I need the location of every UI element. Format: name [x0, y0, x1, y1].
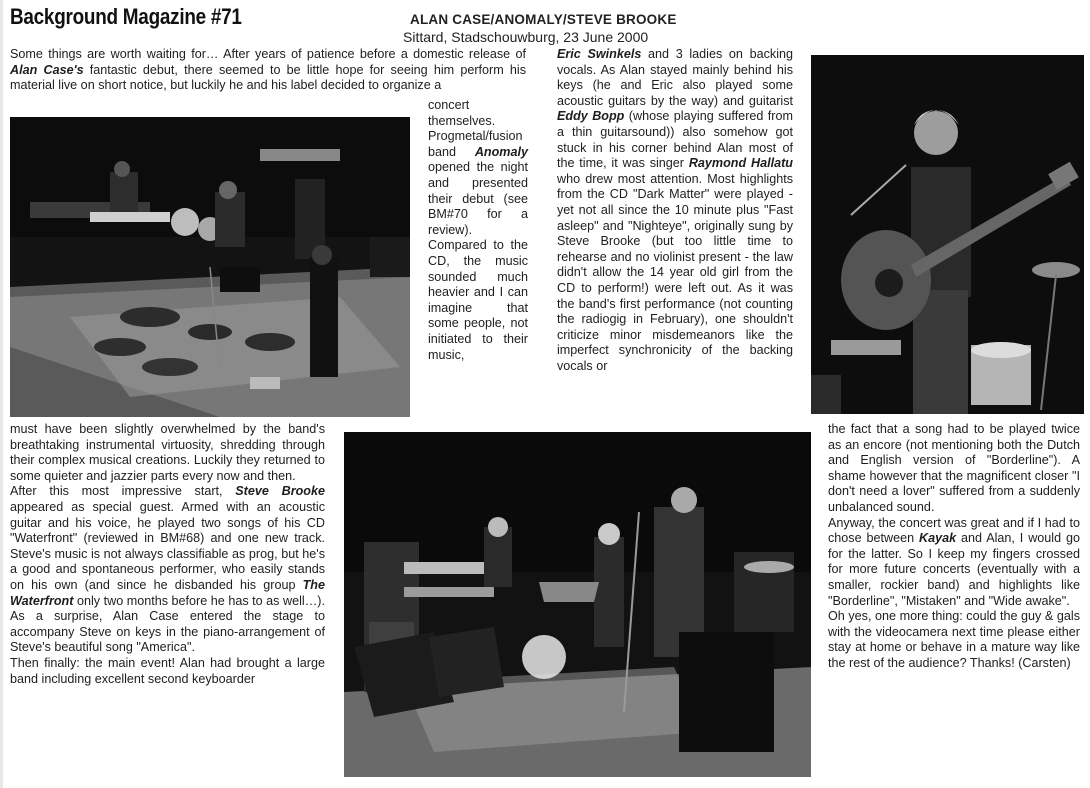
- br-p2-text-1: Anyway, the concert was great and if I had to chose between: [828, 515, 1080, 546]
- bl-paragraph-2: [10, 484, 325, 656]
- article-venue: Sittard, Stadschouwburg, 23 June 2000: [403, 29, 649, 45]
- intro-text-2: fantastic debut, there seemed to be little hope for seeing him perform his material live on short notice, but luckily he and his label decided to organize a: [10, 62, 526, 93]
- column-3-text: [557, 47, 793, 374]
- anomaly-name: Anomaly: [474, 144, 528, 159]
- br-paragraph-3: Oh yes, one more thing: could the guy & gals with the videocamera next time please either stay at home or behave in a mature way like the rest of the audience? Thanks! (Carsten): [828, 609, 1080, 670]
- photo-anomaly-stage: [10, 117, 410, 417]
- the-waterfront-name: The Waterfront: [10, 577, 325, 608]
- kayak-name: Kayak: [919, 531, 957, 546]
- bl-paragraph-1: must have been slightly overwhelmed by the band's breathtaking instrumental virtuosity, shredding through their complex musical creations. Luckily they returned to some quieter and jazzier parts every now and then.: [10, 422, 325, 483]
- column-2-text: [428, 98, 528, 363]
- article-artists: ALAN CASE/ANOMALY/STEVE BROOKE: [410, 12, 677, 27]
- photo-alan-case-band: [344, 432, 811, 777]
- bl-p2-text-1: After this most impressive start,: [10, 484, 236, 499]
- page-edge-shadow: [0, 0, 3, 788]
- raymond-hallatu-name: Raymond Hallatu: [688, 156, 793, 171]
- photo-steve-brooke: [811, 55, 1084, 414]
- col3-text-2: (whose playing suffered from a thin guitarsound)) also somehow got stuck in his corner behind Alan most of the time, it was singer: [557, 109, 793, 171]
- intro-paragraph: [10, 47, 526, 94]
- bottom-right-column: [828, 422, 1080, 672]
- col2-text-1: concert themselves. Progmetal/fusion band: [428, 98, 523, 159]
- col2-text-2: opened the night and presented their debut (see BM#70 for a review). Compared to the CD, the music sounded much heavier and I can imagine that some people, not initiated to their music,: [428, 160, 528, 362]
- col3-text-3: who drew most attention. Most highlights from the CD "Dark Matter" were played - yet not all since the 10 minute plus "Fast asleep" and "Nighteye", originally sung by Steve Brooke (but too little time to rehearse and no violinist present - the law didn't allow the 14 year old girl from the CD to perform!) were left out. As it was the band's first performance (not counting the radiogig in February), one shouldn't criticize minor misdemeanors like the imperfect synchronicity of the backing vocals or: [557, 171, 793, 373]
- br-paragraph-2: [828, 516, 1080, 610]
- steve-brooke-name: Steve Brooke: [235, 484, 325, 499]
- eddy-bopp-name: Eddy Bopp: [557, 109, 625, 124]
- br-paragraph-1: the fact that a song had to be played twice as an encore (not mentioning both the Dutch and English version of "Borderline"). A shame however that the magnificent closer "I don't need a lover" suffered from a suddenly unbalanced sound.: [828, 422, 1080, 514]
- br-p2-text-2: and Alan, I would go for the latter. So I keep my fingers crossed for more future concerts (eventually with a smaller, rockier band) and highlights like "Borderline", "Mistaken" and "Wide awake".: [828, 531, 1080, 608]
- eric-swinkels-name: Eric Swinkels: [557, 47, 642, 61]
- alan-case-name: Alan Case's: [10, 62, 84, 77]
- bl-p2-text-3: only two months before he has to as well…). As a surprise, Alan Case entered the stage to accompany Steve on keys in the piano-arrangement of Steve's beautiful song "America".: [10, 593, 325, 655]
- intro-text-1: Some things are worth waiting for… After years of patience before a domestic release of: [10, 47, 526, 61]
- bottom-left-column: [10, 422, 325, 687]
- bl-paragraph-3: Then finally: the main event! Alan had brought a large band including excellent second keyboarder: [10, 655, 325, 686]
- col3-text-1: and 3 ladies on backing vocals. As Alan stayed mainly behind his keys (he and Eric also played some acoustic guitars by the way) and guitarist: [557, 47, 794, 108]
- bl-p2-text-2: appeared as special guest. Armed with an acoustic guitar and his voice, he played two songs of his CD "Waterfront" (reviewed in BM#68) and one new track. Steve's music is not always classifiable as prog, but he's a good and spontaneous performer, who easily stands on his own (and since he disbanded his group: [10, 499, 325, 592]
- magazine-title: Background Magazine #71: [10, 4, 242, 29]
